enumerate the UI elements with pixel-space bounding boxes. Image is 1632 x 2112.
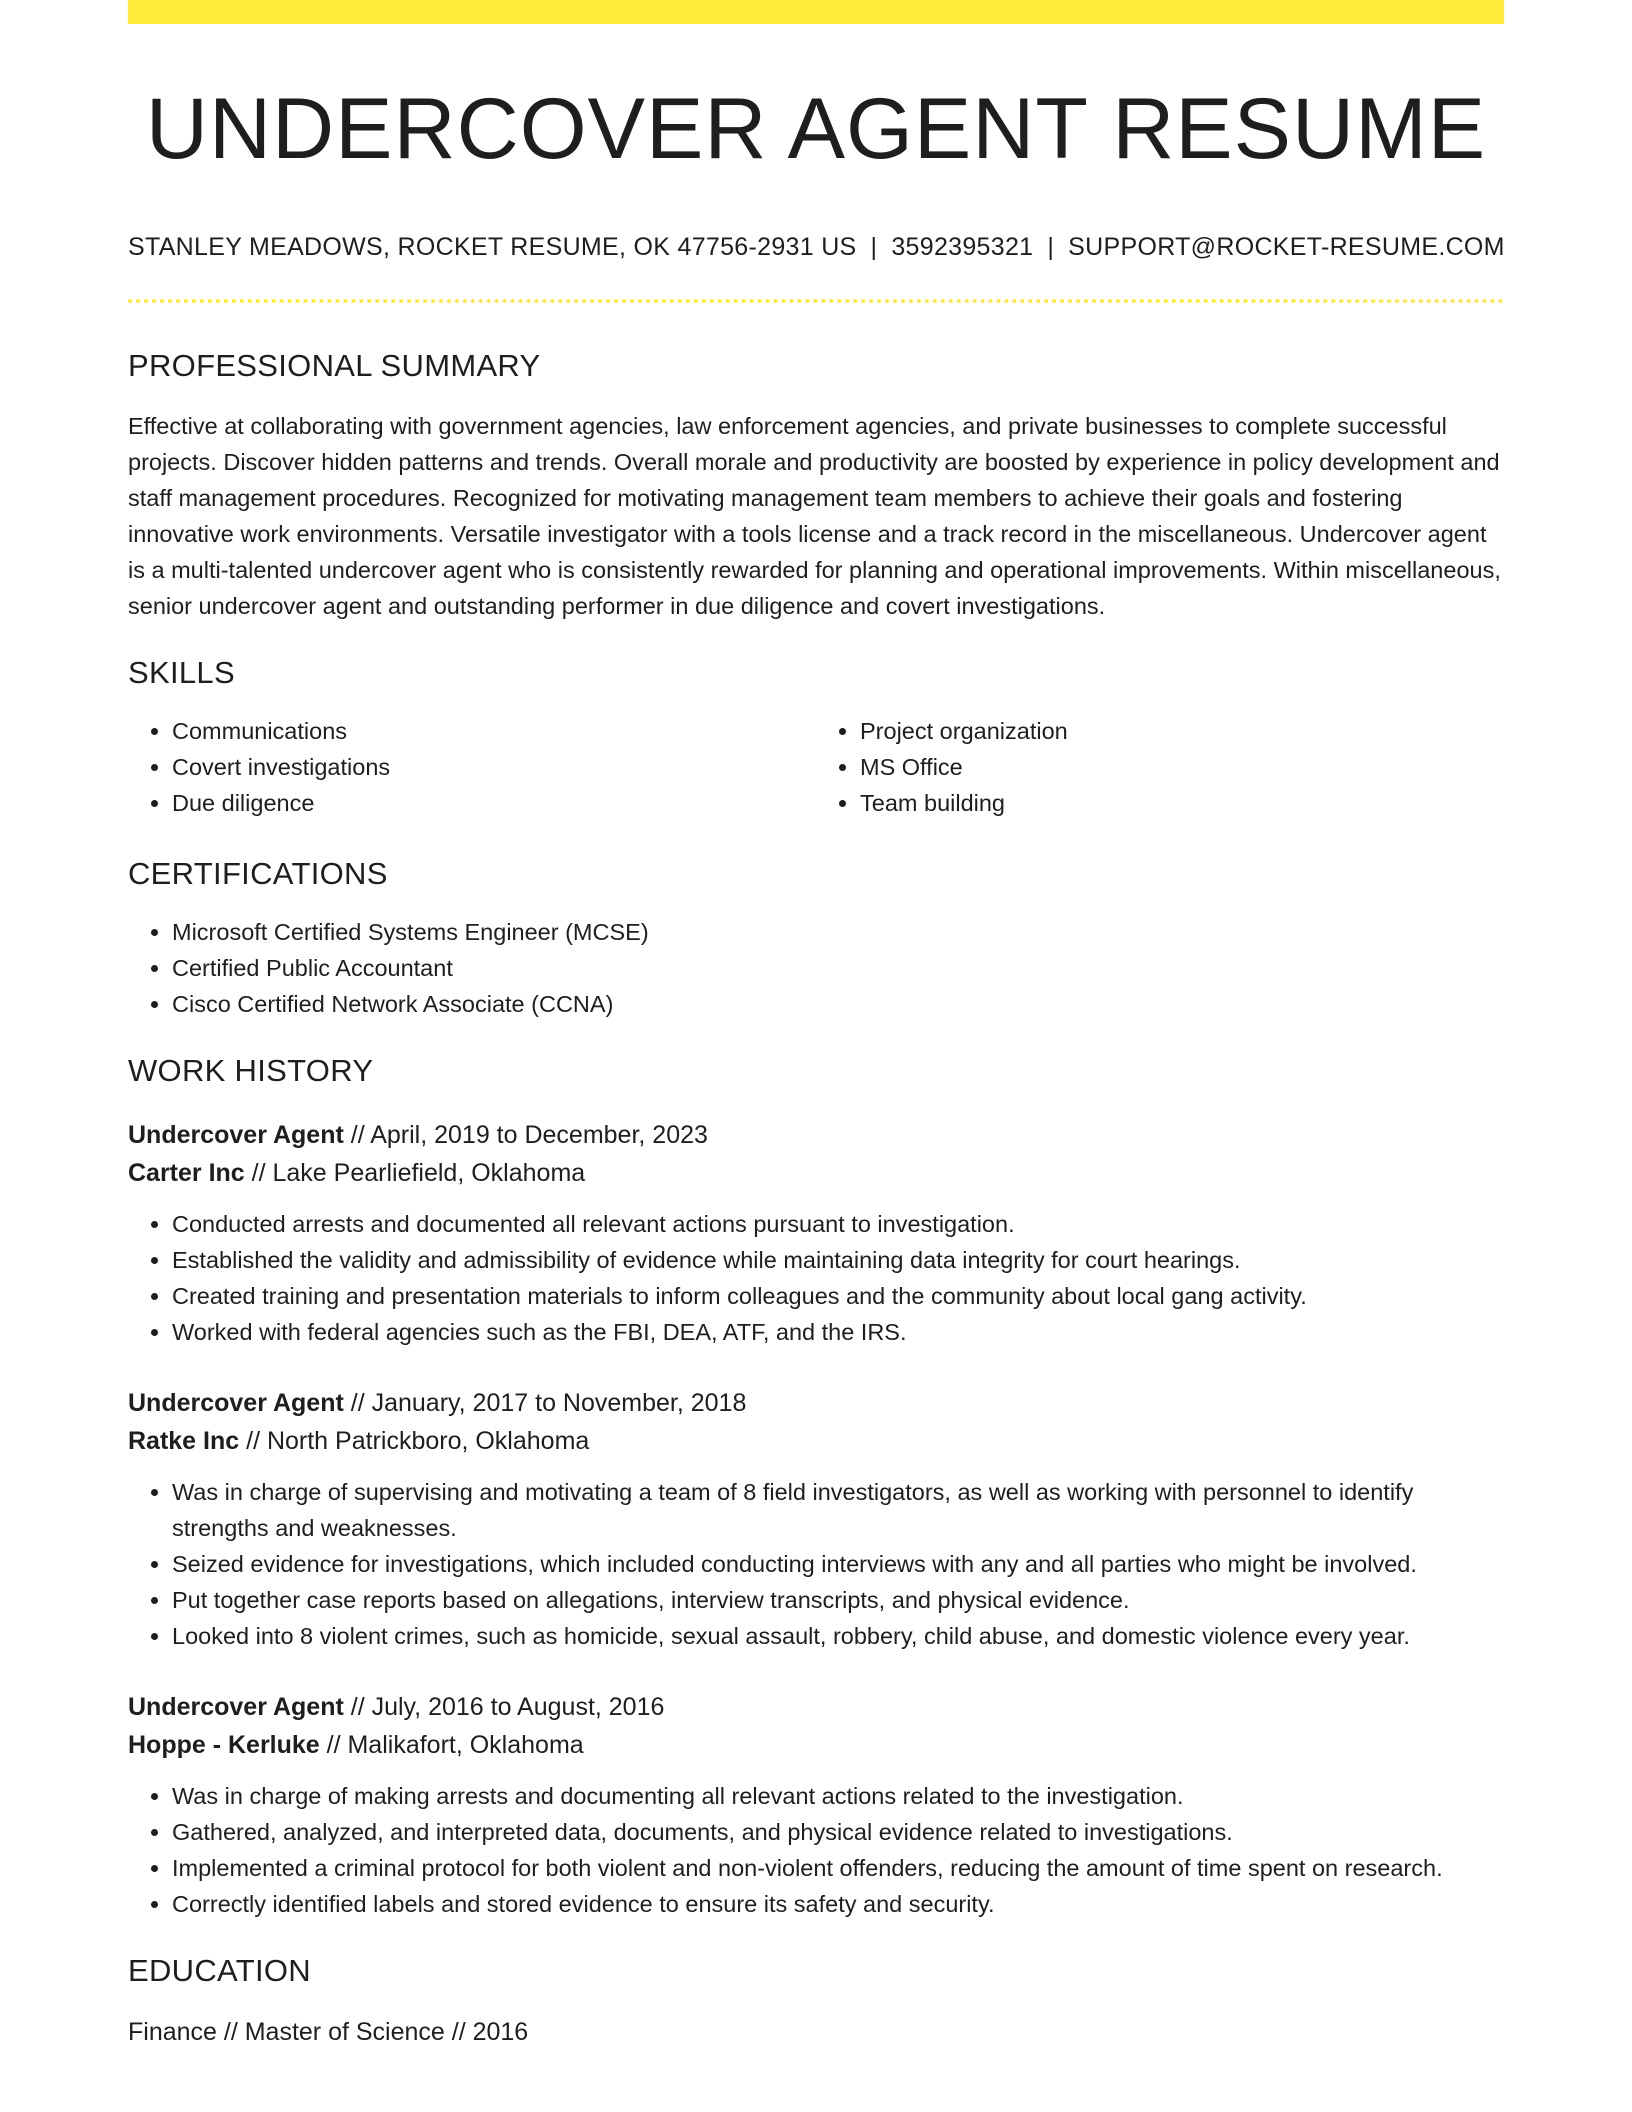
dotted-divider [128,299,1504,303]
job-bullet: • Put together case reports based on allegations, interview transcripts, and physical evidence. [172,1582,1504,1618]
job-entry [128,1384,1504,1654]
job-dates: // January, 2017 to November, 2018 [343,1388,747,1417]
job-title-line [128,1116,1504,1154]
resume-title: UNDERCOVER AGENT RESUME [145,81,1487,177]
job-bullet: • Worked with federal agencies such as the FBI, DEA, ATF, and the IRS. [172,1314,1504,1350]
skill-item: • Team building [860,785,1504,821]
contact-line [128,233,1504,262]
job-bullet: • Created training and presentation materials to inform colleagues and the community about local gang activity. [172,1278,1504,1314]
job-bullets [128,1778,1504,1922]
job-company-line [128,1726,1504,1764]
job-title-line [128,1384,1504,1422]
section-heading-skills: SKILLS [128,655,235,691]
job-entry [128,1116,1504,1350]
education-entry: Finance // Master of Science // 2016 [128,2017,529,2046]
job-bullet: • Established the validity and admissibility of evidence while maintaining data integrity for court hearings. [172,1242,1504,1278]
job-bullet: • Implemented a criminal protocol for both violent and non-violent offenders, reducing the amount of time spent on research. [172,1850,1504,1886]
certifications-list [128,914,1504,1022]
contact-separator: | [1047,232,1055,261]
skill-item: • Due diligence [172,785,816,821]
contact-phone[interactable]: 3592395321 [891,232,1034,261]
job-title: Undercover Agent [128,1120,344,1149]
contact-separator: | [870,232,878,261]
job-title: Undercover Agent [128,1692,344,1721]
job-entry [128,1688,1504,1922]
skills-columns [128,713,1504,821]
job-title: Undercover Agent [128,1388,344,1417]
certification-item: • Microsoft Certified Systems Engineer (MCSE) [172,914,1504,950]
skill-item: • Project organization [860,713,1504,749]
skill-item: • Covert investigations [172,749,816,785]
job-location: // Lake Pearliefield, Oklahoma [244,1158,586,1187]
top-accent-bar [128,0,1504,24]
job-bullet: • Seized evidence for investigations, which included conducting interviews with any and all parties who might be involved. [172,1546,1504,1582]
certification-item: • Certified Public Accountant [172,950,1504,986]
job-bullet: • Gathered, analyzed, and interpreted data, documents, and physical evidence related to investigations. [172,1814,1504,1850]
job-company: Carter Inc [128,1158,245,1187]
job-location: // Malikafort, Oklahoma [319,1730,584,1759]
skills-list-right [816,713,1504,821]
job-company-line [128,1422,1504,1460]
job-bullet: • Correctly identified labels and stored evidence to ensure its safety and security. [172,1886,1504,1922]
job-company-line [128,1154,1504,1192]
contact-email[interactable]: SUPPORT@ROCKET-RESUME.COM [1068,232,1505,261]
section-heading-summary: PROFESSIONAL SUMMARY [128,347,541,383]
skills-list-left [128,713,816,821]
job-bullet: • Conducted arrests and documented all relevant actions pursuant to investigation. [172,1206,1504,1242]
resume-page [128,0,1504,2112]
job-location: // North Patrickboro, Oklahoma [239,1426,590,1455]
contact-address: STANLEY MEADOWS, ROCKET RESUME, OK 47756-2931 US [128,232,857,261]
summary-text: Effective at collaborating with government agencies, law enforcement agencies, and private businesses to complete successful projects. Discover hidden patterns and trends. Overall morale and productivity are boosted by experience in policy development and staff management procedures. Recognized for motivating management team members to achieve their goals and fostering innovative work environments. Versatile investigator with a tools license and a track record in the miscellaneous. Undercover agent is a multi-talented undercover agent who is consistently rewarded for planning and operational improvements. Within miscellaneous, senior undercover agent and outstanding performer in due diligence and covert investigations. [128,413,1501,620]
certification-item: • Cisco Certified Network Associate (CCNA) [172,986,1504,1022]
section-heading-certifications: CERTIFICATIONS [128,856,388,892]
job-company: Hoppe - Kerluke [128,1730,320,1759]
job-dates: // July, 2016 to August, 2016 [343,1692,665,1721]
job-dates: // April, 2019 to December, 2023 [343,1120,708,1149]
job-title-line [128,1688,1504,1726]
job-company: Ratke Inc [128,1426,240,1455]
section-heading-education: EDUCATION [128,1952,311,1988]
section-heading-work-history: WORK HISTORY [128,1053,374,1089]
skill-item: • MS Office [860,749,1504,785]
skill-item: • Communications [172,713,816,749]
job-bullet: • Was in charge of making arrests and documenting all relevant actions related to the investigation. [172,1778,1504,1814]
job-bullet: • Was in charge of supervising and motivating a team of 8 field investigators, as well as working with personnel to identify strengths and weaknesses. [172,1474,1504,1546]
job-bullet: • Looked into 8 violent crimes, such as homicide, sexual assault, robbery, child abuse, and domestic violence every year. [172,1618,1504,1654]
job-bullets [128,1206,1504,1350]
job-bullets [128,1474,1504,1654]
